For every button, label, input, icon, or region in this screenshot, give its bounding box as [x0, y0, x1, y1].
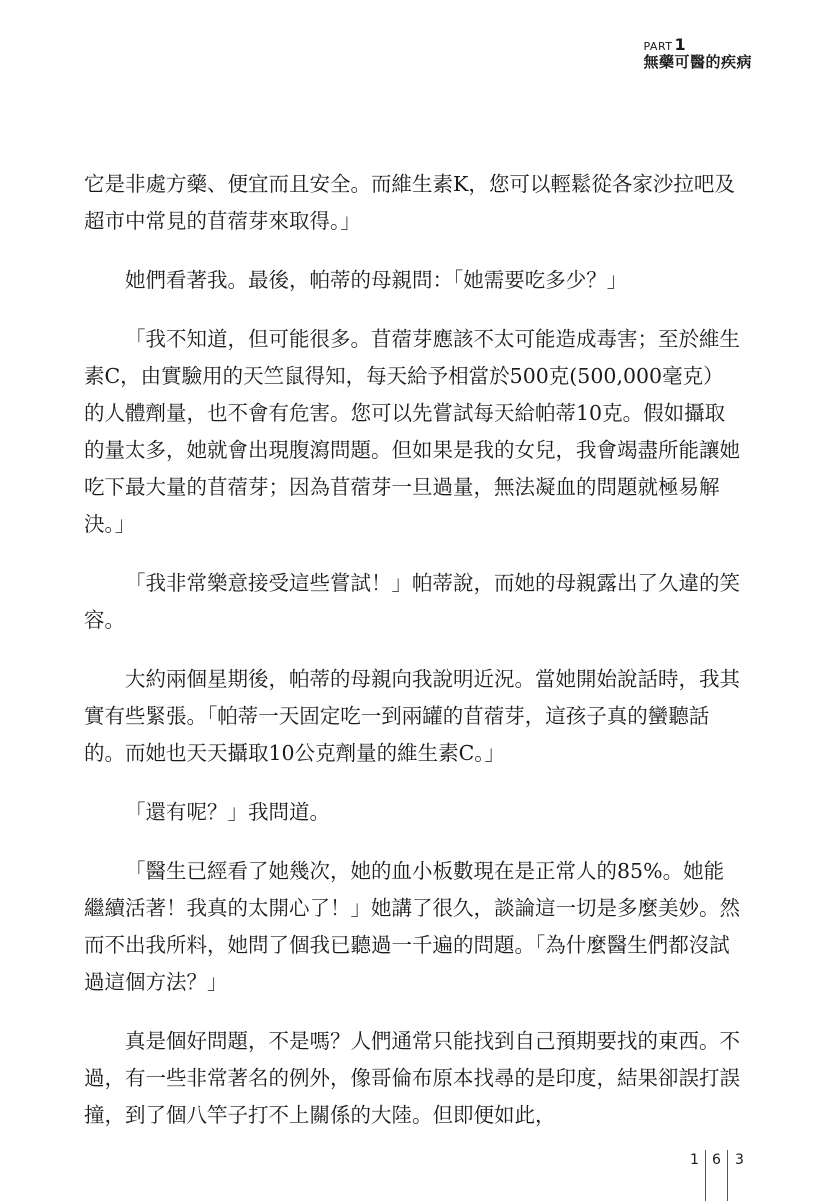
paragraph-3: 「我不知道，但可能很多。苜蓿芽應該不太可能造成毒害；至於維生素C，由實驗用的天竺鼠得知，每天給予相當於500克(500,000毫克）的人體劑量，也不會有危害。您可以先嘗試每天給帕蒂10克。假如攝取的量太多，她就會出現腹瀉問題。但如果是我的女兒，我會竭盡所能讓她吃下最大量的苜蓿芽；因為苜蓿芽一旦過量，無法凝血的問題就極易解決。」: [84, 327, 740, 536]
paragraph-6: 「還有呢？」我問道。: [125, 800, 330, 824]
paragraph-5: 大約兩個星期後，帕蒂的母親向我說明近況。當她開始說話時，我其實有些緊張。「帕蒂一天固定吃一到兩罐的苜蓿芽，這孩子真的蠻聽話的。而她也天天攝取10公克劑量的維生素C。」: [84, 667, 740, 765]
running-header: [643, 36, 752, 70]
paragraph-7: 「醫生已經看了她幾次，她的血小板數現在是正常人的85%。她能繼續活著！我真的太開心了！」她講了很久，談論這一切是多麼美妙。然而不出我所料，她問了個我已聽過一千遍的問題。「為什麼醫生們都沒試過這個方法？」: [84, 859, 740, 994]
body-text: [84, 166, 744, 1156]
paragraph-4: 「我非常樂意接受這些嘗試！」帕蒂說，而她的母親露出了久違的笑容。: [84, 571, 740, 632]
part-label: PART: [643, 40, 673, 53]
part-number: 1: [674, 35, 687, 54]
divider: [705, 1150, 706, 1201]
page-digit-1: 1: [690, 1152, 699, 1168]
paragraph-2: 她們看著我。最後，帕蒂的母親問：「她需要吃多少？」: [125, 268, 628, 292]
paragraph-8: 真是個好問題，不是嗎？人們通常只能找到自己預期要找的東西。不過，有一些非常著名的例外，像哥倫布原本找尋的是印度，結果卻誤打誤撞，到了個八竿子打不上關係的大陸。但即便如此，: [84, 1029, 740, 1127]
page-digit-3: 3: [735, 1152, 744, 1168]
divider: [727, 1150, 728, 1201]
paragraph-1: 它是非處方藥、便宜而且安全。而維生素K，您可以輕鬆從各家沙拉吧及超市中常見的苜蓿芽來取得。」: [84, 172, 735, 233]
part-label-line: [643, 36, 752, 54]
chapter-title: 無藥可醫的疾病: [643, 52, 752, 71]
page-digit-2: 6: [712, 1152, 721, 1168]
